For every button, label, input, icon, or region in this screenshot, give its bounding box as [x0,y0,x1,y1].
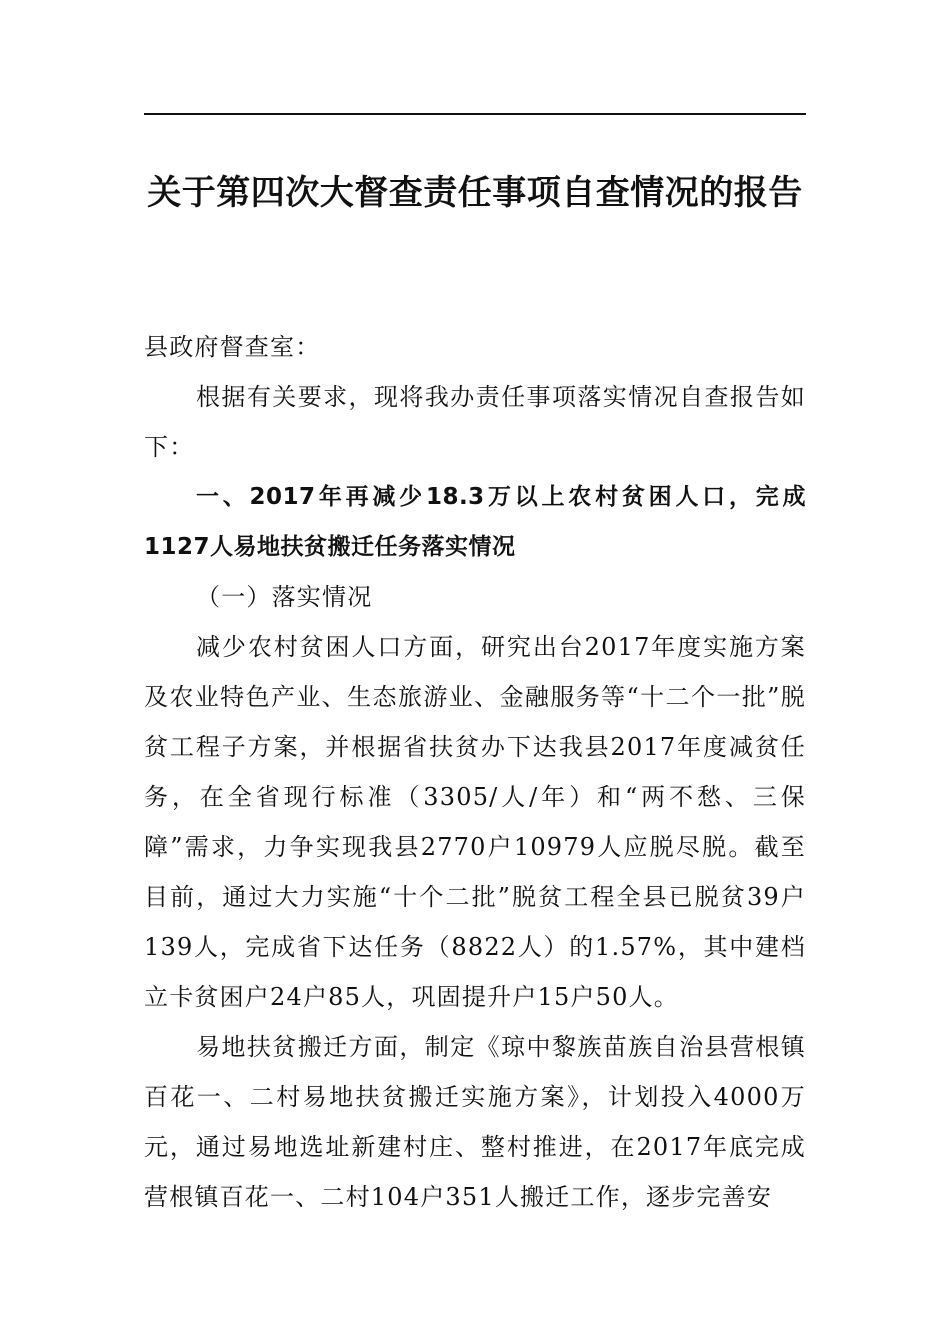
section-heading-1: 一、2017年再减少18.3万以上农村贫困人口，完成1127人易地扶贫搬迁任务落实情况 [144,484,806,560]
document-body [144,322,806,1222]
poverty-reduction-paragraph: 减少农村贫困人口方面，研究出台2017年度实施方案及农业特色产业、生态旅游业、金融服务等“十二个一批”脱贫工程子方案，并根据省扶贫办下达我县2017年度减贫任务，在全省现行标准（3305/人/年）和“两不愁、三保障”需求，力争实现我县2770户10979人应脱尽脱。截至目前，通过大力实施“十个二批”脱贫工程全县已脱贫39户139人，完成省下达任务（8822人）的1.57%，其中建档立卡贫困户24户85人，巩固提升户15户50人。 [144,633,806,1011]
relocation-paragraph: 易地扶贫搬迁方面，制定《琼中黎族苗族自治县营根镇百花一、二村易地扶贫搬迁实施方案》，计划投入4000万元，通过易地选址新建村庄、整村推进，在2017年底完成营根镇百花一、二村104户351人搬迁工作，逐步完善安 [144,1033,806,1211]
header-rule [144,113,806,115]
salutation: 县政府督查室： [144,333,321,361]
document-title: 关于第四次大督查责任事项自查情况的报告 [147,173,803,213]
intro-paragraph: 根据有关要求，现将我办责任事项落实情况自查报告如下： [144,383,806,461]
subsection-heading-1: （一）落实情况 [196,583,373,611]
